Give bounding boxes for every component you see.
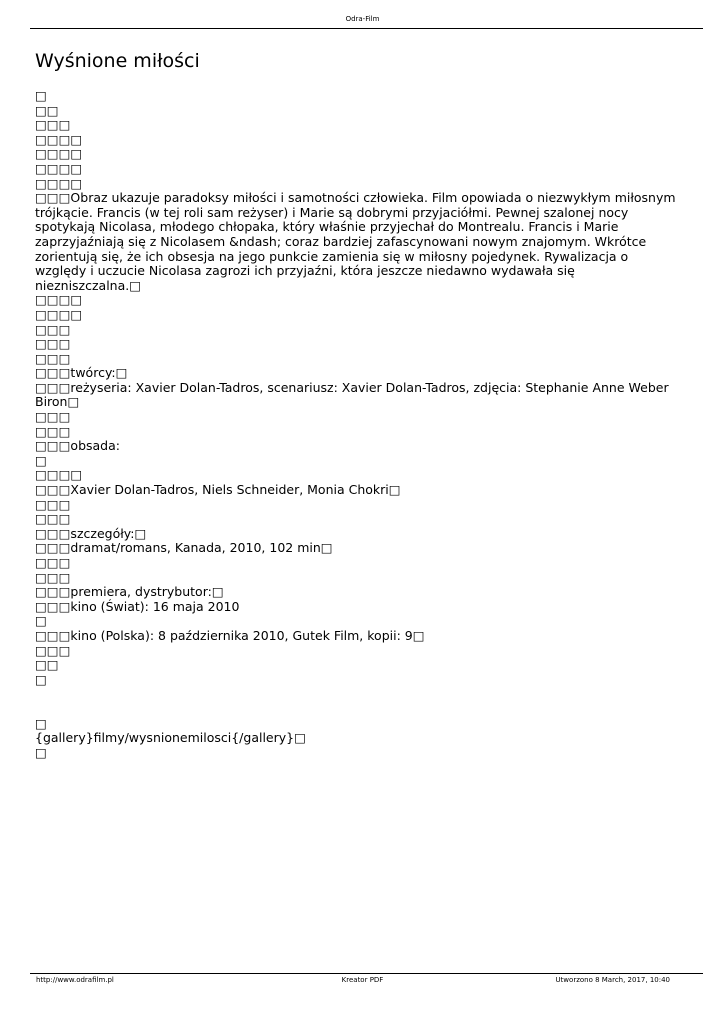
- text-line: □□□: [35, 496, 71, 512]
- text-line: □□□szczegóły:□: [35, 525, 147, 541]
- text-line: □□□□: [35, 160, 83, 176]
- text-line: □: [35, 671, 47, 687]
- text-line: [35, 702, 680, 717]
- text-line: □□: [35, 102, 59, 118]
- text-line: □□□: [35, 117, 71, 133]
- text-line: □□□Xavier Dolan-Tadros, Niels Schneider, Monia Chokri□: [35, 482, 401, 498]
- text-line: □□□twórcy:□: [35, 365, 128, 381]
- text-line: □□□: [35, 555, 71, 570]
- text-line: □□□dramat/romans, Kanada, 2010, 102 min□: [35, 540, 333, 556]
- footer-divider: [30, 973, 703, 974]
- text-line: □□□obsada:: [35, 438, 120, 454]
- text-line: □□□□: [35, 146, 83, 162]
- text-line: {gallery}filmy/wysnionemilosci{/gallery}□: [35, 730, 306, 746]
- text-line: □: [35, 744, 47, 760]
- text-line: □: [35, 715, 47, 731]
- page-title: Wyśnione miłości: [35, 49, 200, 72]
- text-line: □□□: [35, 409, 71, 425]
- text-line: □: [35, 613, 47, 629]
- text-line: □□□: [35, 321, 71, 337]
- text-line: □□□: [35, 336, 71, 352]
- document-body: [35, 89, 680, 760]
- text-line: □□□: [35, 511, 71, 527]
- text-line: □□□Obraz ukazuje paradoksy miłości i samotności człowieka. Film opowiada o niezwykłym miłosnym trójkącie. Francis (w tej roli sam reżyser) i Marie są dobrymi przyjaciółmi. Pewnej szalonej nocy spotykają Nicolasa, młodego chłopaka, który właśnie przyjechał do Montrealu. Francis i Marie zaprzyjaźniają się z Nicolasem &ndash; coraz bardziej zafascynowani nowym znajomym. Wkrótce zorientują się, że ich obsesja na jego punkcie zamienia się w miłosny pojedynek. Rywalizacja o względy i uczucie Nicolasa zagrozi ich przyjaźni, która jeszcze niedawno wydawała się niezniszczalna.□: [35, 190, 680, 293]
- text-line: □□□: [35, 350, 71, 366]
- text-line: □□□□: [35, 175, 83, 191]
- text-line: □□: [35, 657, 59, 673]
- text-line: □: [35, 452, 47, 468]
- header-divider: [30, 28, 703, 29]
- text-line: □□□□: [35, 306, 83, 322]
- header-site-name: Odra-Film: [345, 15, 380, 23]
- text-line: □□□: [35, 642, 71, 658]
- text-line: [35, 687, 680, 702]
- text-line: □□□: [35, 569, 71, 585]
- text-line: □□□□: [35, 131, 83, 147]
- text-line: □□□□: [35, 292, 83, 308]
- text-line: □□□kino (Polska): 8 października 2010, Gutek Film, kopii: 9□: [35, 627, 425, 643]
- footer-generator: Kreator PDF: [341, 976, 384, 984]
- text-line: □□□□: [35, 467, 83, 483]
- text-line: □□□reżyseria: Xavier Dolan-Tadros, scenariusz: Xavier Dolan-Tadros, zdjęcia: Stephanie Anne Weber Biron□: [35, 379, 673, 410]
- footer-created: Utworzono 8 March, 2017, 10:40: [555, 976, 670, 984]
- text-line: □□□: [35, 423, 71, 439]
- text-line: □□□premiera, dystrybutor:□: [35, 584, 224, 600]
- text-line: □: [35, 88, 47, 103]
- footer-url: http://www.odrafilm.pl: [36, 976, 114, 984]
- text-line: □□□kino (Świat): 16 maja 2010: [35, 598, 240, 614]
